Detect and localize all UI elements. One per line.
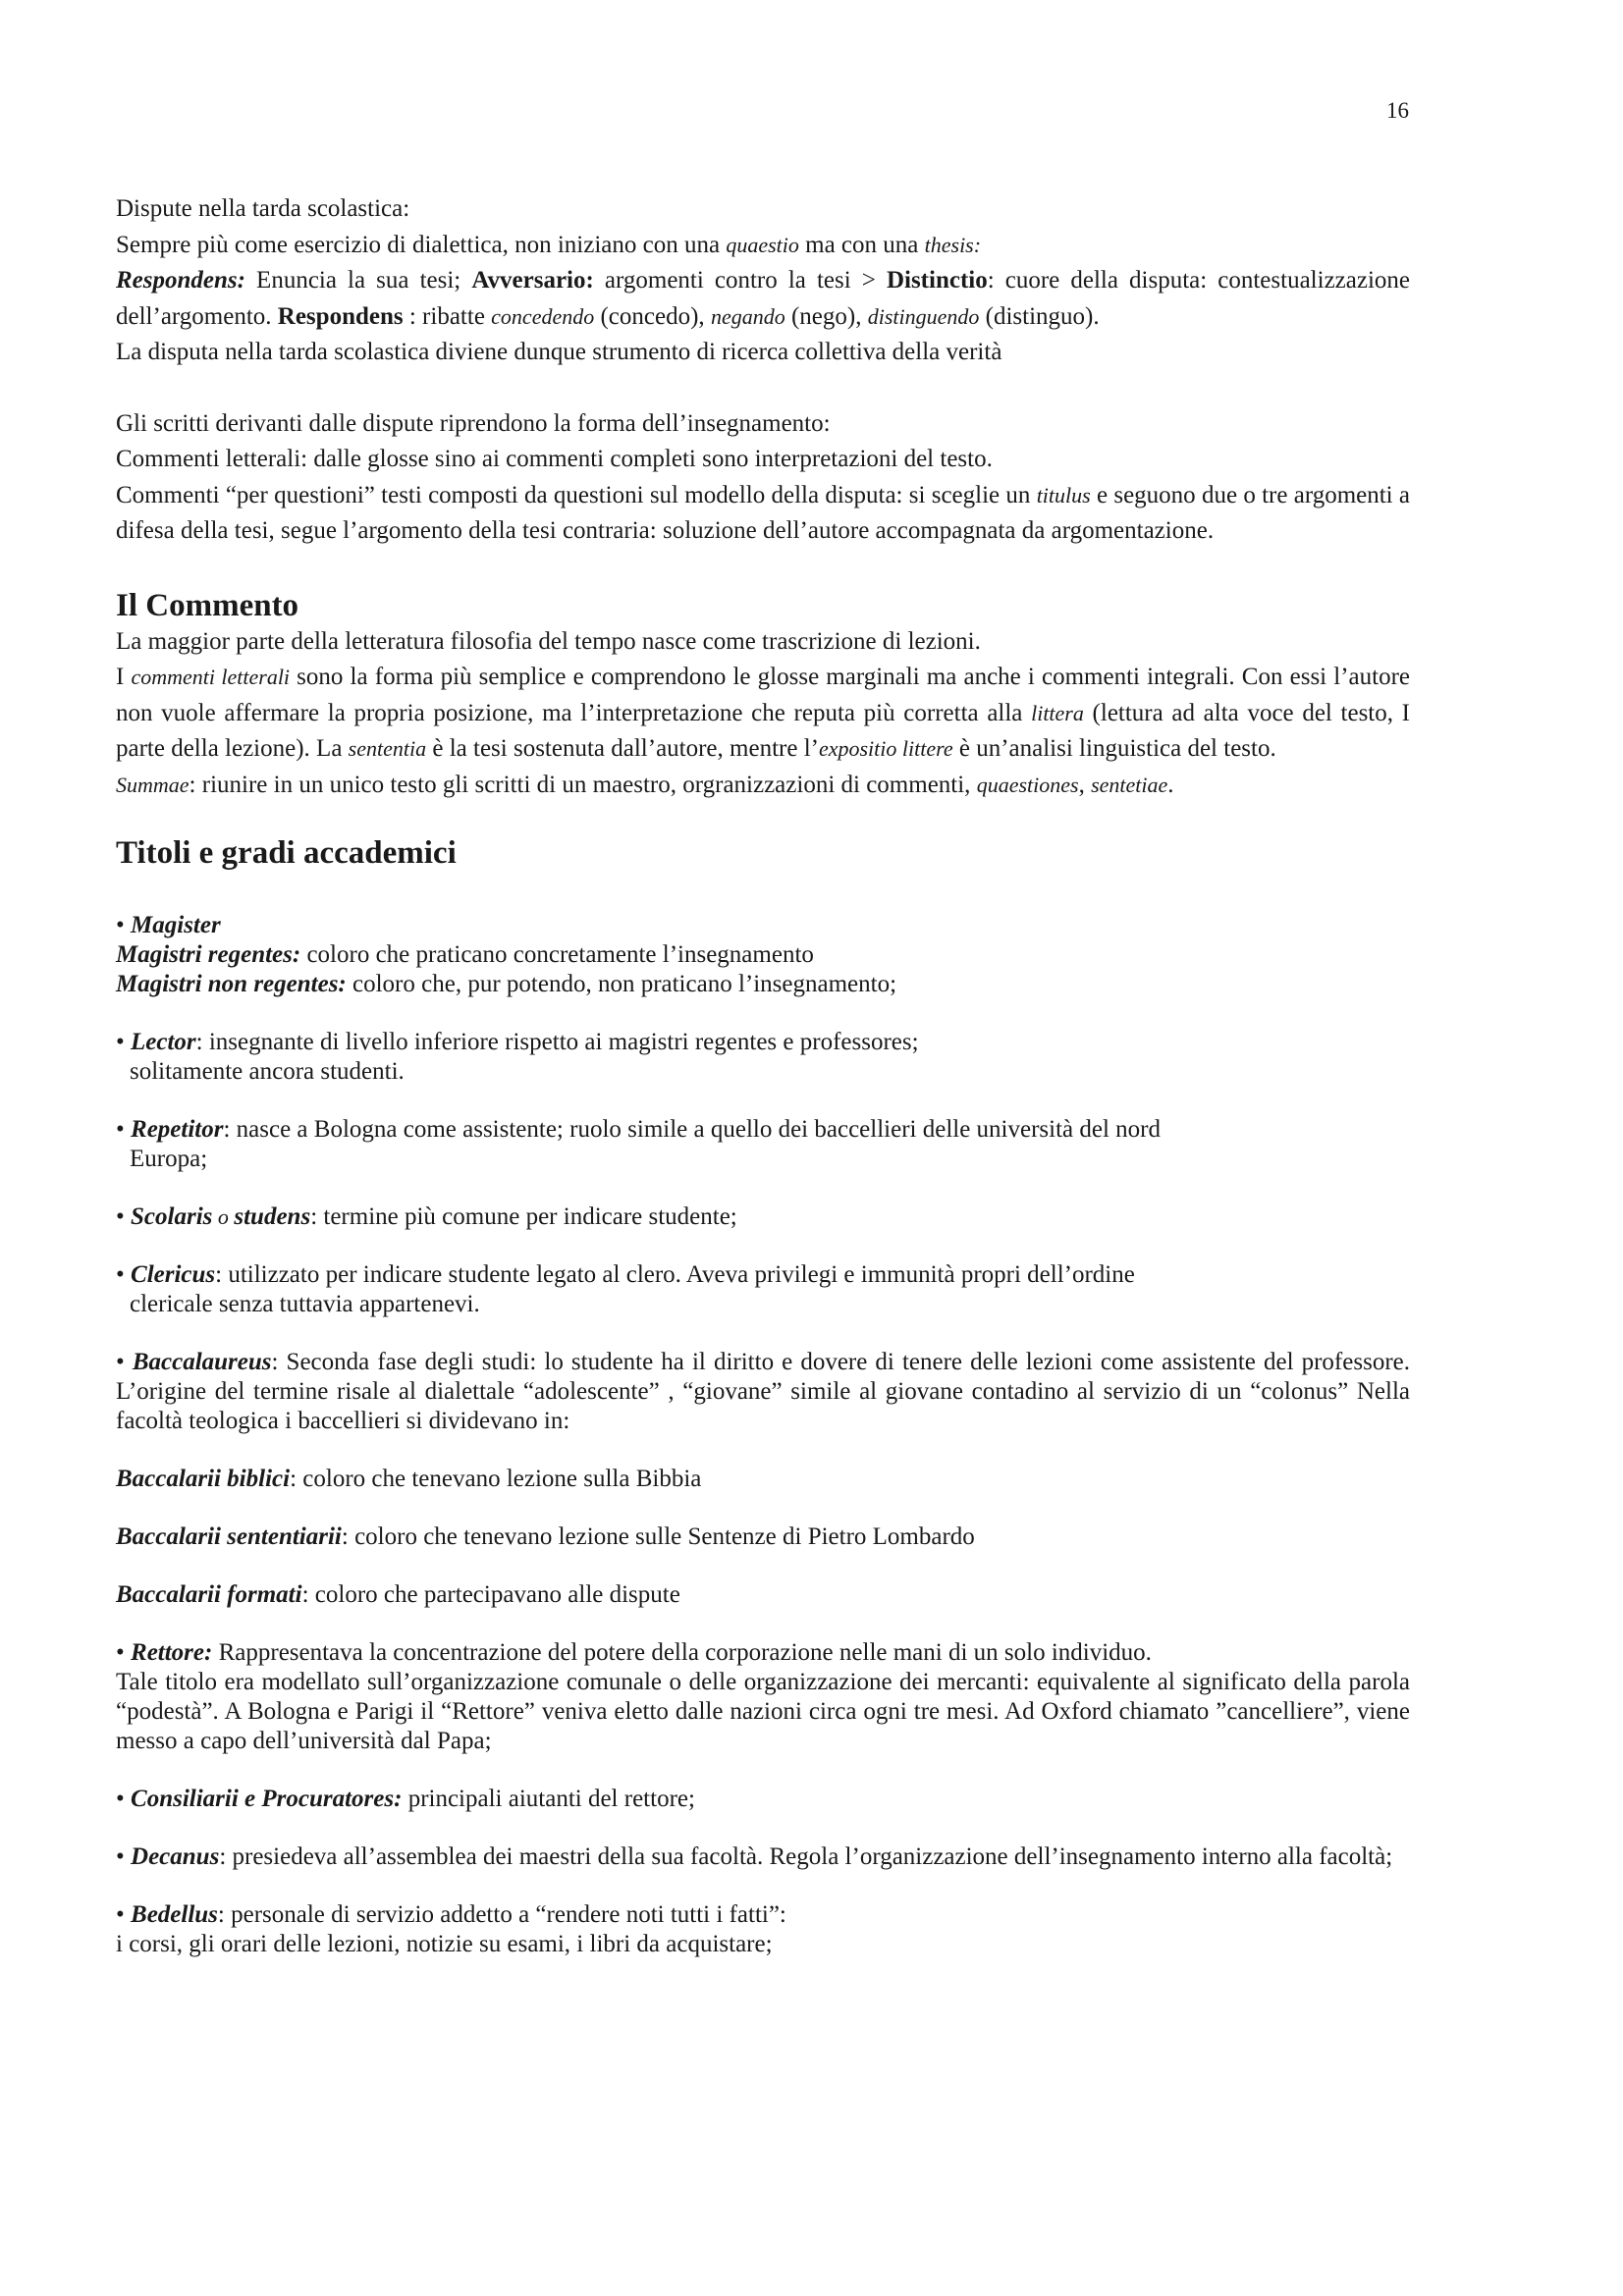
list-item-lector: • Lector: insegnante di livello inferiore rispetto ai magistri regentes e professores; <box>116 1029 919 1055</box>
dispute-paragraph-1: Sempre più come esercizio di dialettica, non iniziano con una quaestio ma con una thesis: <box>116 231 982 258</box>
titoli-heading: Titoli e gradi accademici <box>116 835 457 871</box>
list-item-baccalaureus: • Baccalaureus: Seconda fase degli studi: lo studente ha il diritto e dovere di tenere delle lezioni come assistente del professore. L’origine del termine risale al dialettale “adolescente” , “giovane” simile al giovane contadino al servizio di un “colonus” Nella facoltà teologica i baccellieri si dividevano in: <box>116 1349 1410 1434</box>
list-item-bedellus: • Bedellus: personale di servizio addetto a “rendere noti tutti i fatti”: <box>116 1901 786 1928</box>
lector-continuation: solitamente ancora studenti. <box>130 1058 405 1085</box>
titoli-list <box>116 911 1410 1959</box>
dispute-paragraph-3: La disputa nella tarda scolastica diviene dunque strumento di ricerca collettiva della verità <box>116 339 1002 365</box>
list-item-repetitor: • Repetitor: nasce a Bologna come assistente; ruolo simile a quello dei baccellieri delle università del nord <box>116 1116 1162 1143</box>
commento-line-1: La maggior parte della letteratura filosofia del tempo nasce come trascrizione di lezioni. <box>116 627 981 655</box>
scritti-line-1: Gli scritti derivanti dalle dispute riprendono la forma dell’insegnamento: <box>116 409 831 437</box>
page-content <box>116 191 1410 1959</box>
magistri-non-regentes: Magistri non regentes: coloro che, pur potendo, non praticano l’insegnamento; <box>116 971 897 997</box>
summae-line: Summae: riunire in un unico testo gli scritti di un maestro, orgranizzazioni di commenti, quaestiones, sentetiae. <box>116 771 1174 798</box>
rettore-paragraph: Tale titolo era modellato sull’organizzazione comunale o delle organizzazione dei mercanti: equivalente al significato della parola “podestà”. A Bologna e Parigi il “Rettore” veniva eletto dalle nazioni circa ogni tre mesi. Ad Oxford chiamato ”cancelliere”, viene messo a capo dell’università dal Papa; <box>116 1669 1410 1754</box>
list-item-scolaris: • Scolaris o studens: termine più comune per indicare studente; <box>116 1203 737 1230</box>
repetitor-continuation: Europa; <box>130 1146 208 1172</box>
list-item-consiliarii: • Consiliarii e Procuratores: principali aiutanti del rettore; <box>116 1786 695 1812</box>
magistri-regentes: Magistri regentes: coloro che praticano concretamente l’insegnamento <box>116 941 814 968</box>
scritti-paragraph: Commenti “per questioni” testi composti da questioni sul modello della disputa: si sceglie un titulus e seguono due o tre argomenti a difesa della tesi, segue l’argomento della tesi contraria: soluzione dell’autore accompagnata da argomentazione. <box>116 481 1410 544</box>
list-item-decanus: • Decanus: presiedeva all’assemblea dei maestri della sua facoltà. Regola l’organizzazione dell’insegnamento interno alla facoltà; <box>116 1843 1393 1870</box>
baccalarii-sententiarii: Baccalarii sententiarii: coloro che tenevano lezione sulle Sentenze di Pietro Lombardo <box>116 1523 975 1550</box>
list-item-clericus: • Clericus: utilizzato per indicare studente legato al clero. Aveva privilegi e immunità propri dell’ordine <box>116 1261 1135 1288</box>
clericus-continuation: clericale senza tuttavia appartenevi. <box>130 1291 480 1317</box>
bedellus-continuation: i corsi, gli orari delle lezioni, notizie su esami, i libri da acquistare; <box>116 1931 773 1957</box>
scritti-line-2: Commenti letterali: dalle glosse sino ai commenti completi sono interpretazioni del testo. <box>116 446 993 472</box>
baccalarii-biblici: Baccalarii biblici: coloro che tenevano lezione sulla Bibbia <box>116 1466 702 1492</box>
commento-heading: Il Commento <box>116 587 299 623</box>
baccalarii-formati: Baccalarii formati: coloro che partecipavano alle dispute <box>116 1581 680 1608</box>
list-item-rettore: • Rettore: Rappresentava la concentrazione del potere della corporazione nelle mani di un solo individuo. <box>116 1639 1152 1666</box>
list-item-magister: • Magister <box>116 912 221 938</box>
page-number: 16 <box>1386 98 1409 123</box>
commento-paragraph: I commenti letterali sono la forma più semplice e comprendono le glosse marginali ma anche i commenti integrali. Con essi l’autore non vuole affermare la propria posizione, ma l’interpretazione che reputa più corretta alla littera (lettura ad alta voce del testo, I parte della lezione). La sententia è la tesi sostenuta dall’autore, mentre l’expositio littere è un’analisi linguistica del testo. <box>116 664 1411 762</box>
dispute-title: Dispute nella tarda scolastica: <box>116 195 410 222</box>
dispute-paragraph-2: Respondens: Enuncia la sua tesi; Avversario: argomenti contro la tesi > Distinctio: cuore della disputa: contestualizzazione dell’argomento. Respondens : ribatte concedendo (concedo), negando (nego), distinguendo (distinguo). <box>116 267 1410 330</box>
dispute-section <box>116 191 1410 872</box>
